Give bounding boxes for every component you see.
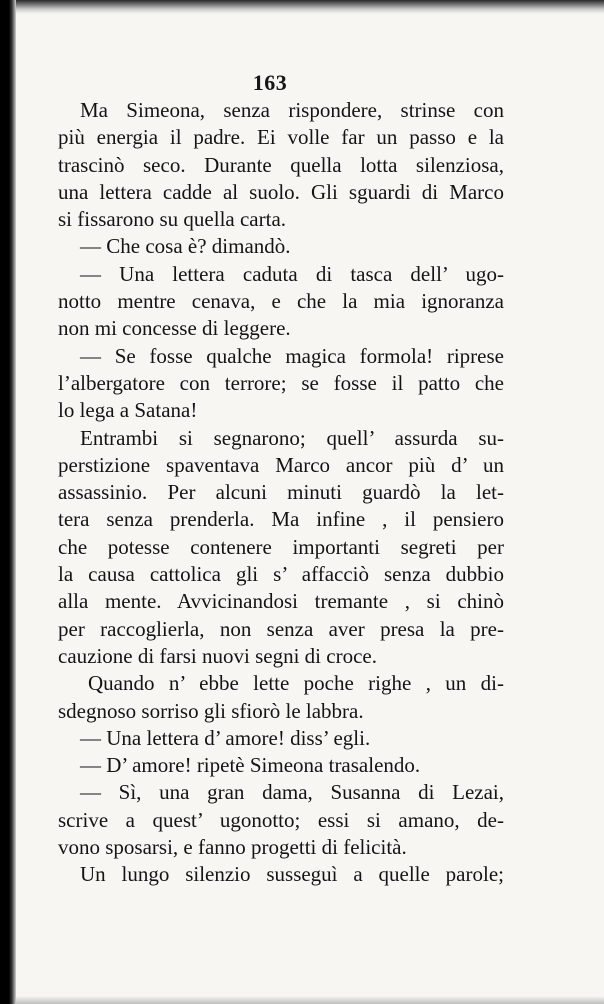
text-line: cauzione di farsi nuovi segni di croce. [58, 643, 377, 668]
text-line: più energia il padre. Ei volle far un passo e la [58, 125, 504, 150]
text-line: trascinò seco. Durante quella lotta silenziosa, [58, 152, 504, 177]
text-line: — Se fosse qualche magica formola! riprese [80, 343, 504, 368]
text-line: — Che cosa è? dimandò. [80, 234, 291, 259]
text-line: che potesse contenere importanti segreti per [58, 534, 504, 559]
text-line: — D’ amore! ripetè Simeona trasalendo. [80, 753, 421, 778]
text-line: Ma Simeona, senza rispondere, strinse con [80, 98, 504, 122]
text-line: notto mentre cenava, e che la mia ignoranza [58, 289, 504, 314]
text-line: Un lungo silenzio susseguì a quelle parole; [80, 862, 504, 887]
text-line: vono sposarsi, e fanno progetti di felicità. [58, 835, 407, 860]
text-line: per raccoglierla, non senza aver presa la pre- [58, 616, 504, 641]
text-line: si fissarono su quella carta. [58, 207, 287, 232]
page-binding-shadow [0, 0, 16, 1004]
text-line: alla mente. Avvicinandosi tremante , si chinò [58, 589, 504, 614]
text-line: non mi concesse di leggere. [58, 316, 291, 341]
text-line: sdegnoso sorriso gli sfiorò le labbra. [58, 698, 364, 723]
text-line: perstizione spaventava Marco ancor più d’ un [58, 452, 504, 477]
text-line: — Una lettera d’ amore! diss’ egli. [80, 725, 371, 750]
page-bottom-shadow [16, 996, 604, 1004]
text-line: assassinio. Per alcuni minuti guardò la let- [58, 480, 504, 505]
text-line: l’albergatore con terrore; se fosse il patto che [58, 370, 504, 395]
page-number: 163 [252, 70, 288, 95]
text-line: Quando n’ ebbe lette poche righe , un di- [88, 671, 504, 696]
text-line: — Sì, una gran dama, Susanna di Lezai, [80, 780, 504, 805]
text-line: la causa cattolica gli s’ affacciò senza dubbio [58, 562, 504, 587]
text-line: lo lega a Satana! [58, 398, 198, 423]
text-line: tera senza prenderla. Ma infine , il pensiero [58, 507, 504, 532]
text-line: scrive a quest’ ugonotto; essi si amano, de- [58, 807, 504, 832]
text-line: Entrambi si segnarono; quell’ assurda su- [80, 425, 504, 450]
text-line: — Una lettera caduta di tasca dell’ ugo- [80, 261, 504, 286]
page-top-shadow [16, 0, 604, 14]
body-text [58, 97, 504, 889]
text-line: una lettera cadde al suolo. Gli sguardi di Marco [58, 179, 504, 204]
